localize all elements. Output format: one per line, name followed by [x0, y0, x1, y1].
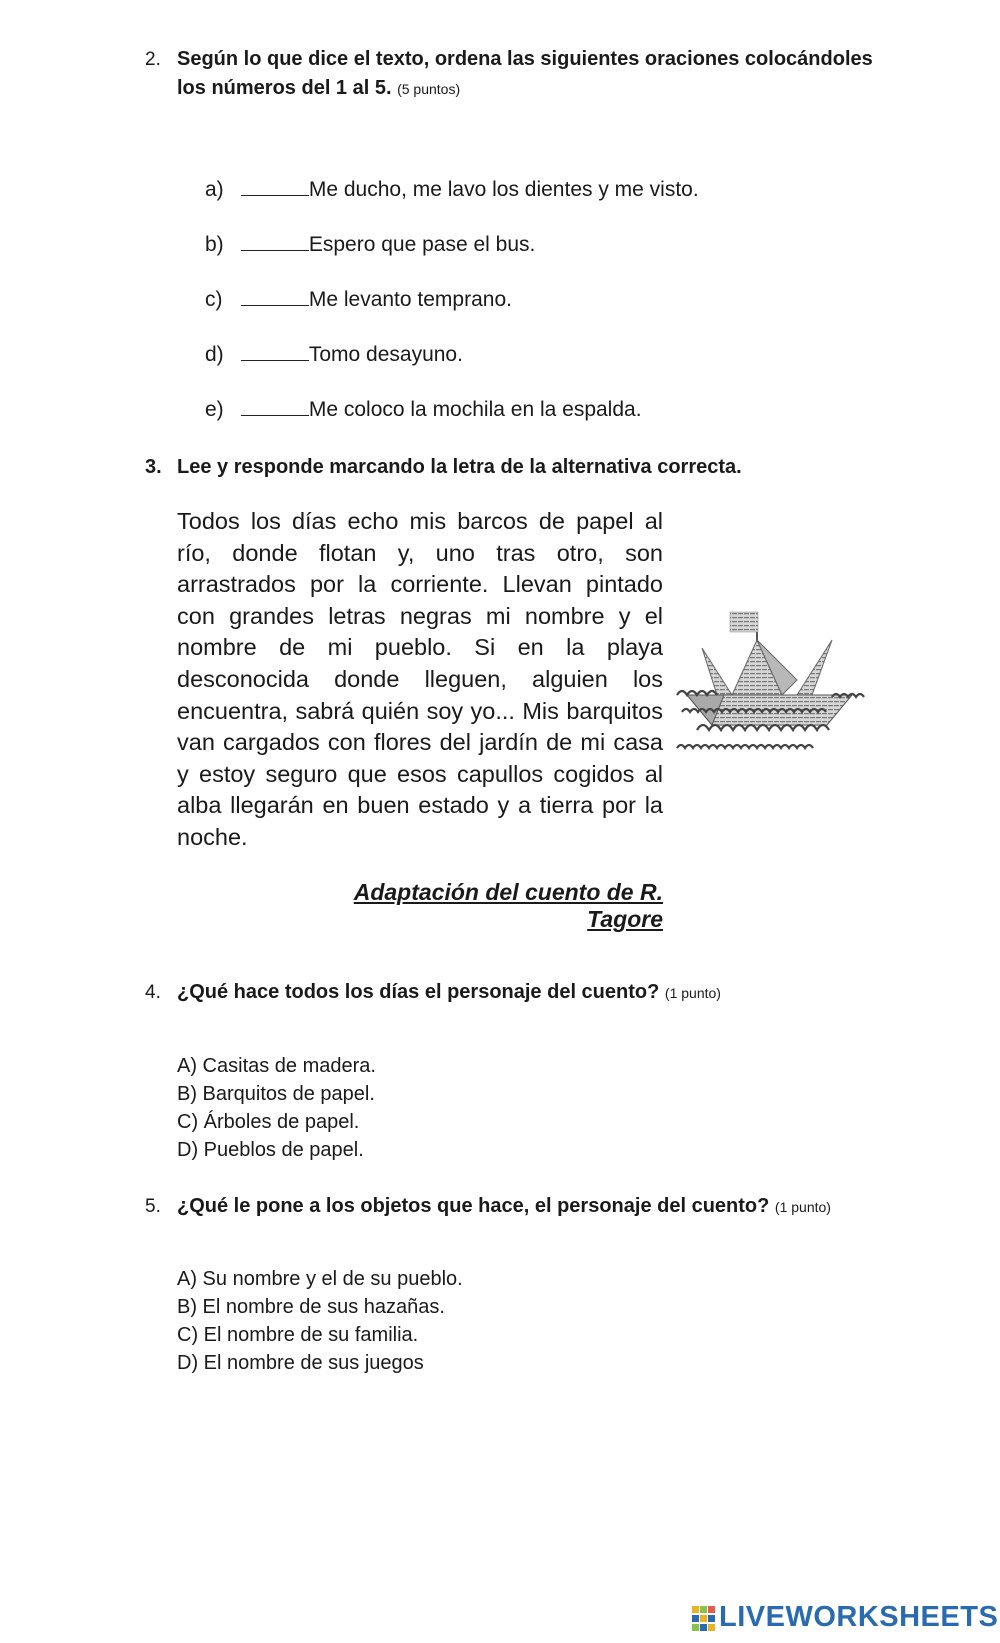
- q2-points: (5 puntos): [397, 81, 461, 97]
- q5-option-a[interactable]: A) Su nombre y el de su pueblo.: [177, 1268, 463, 1290]
- order-item-d: [205, 342, 463, 367]
- q5-points: (1 punto): [774, 1199, 831, 1215]
- q5-option-d[interactable]: D) El nombre de sus juegos: [177, 1352, 424, 1374]
- q2-prompt-line2: los números del 1 al 5.: [177, 77, 392, 99]
- q5-prompt: ¿Qué le pone a los objetos que hace, el personaje del cuento?: [177, 1195, 770, 1217]
- q4-prompt-row: [177, 978, 721, 1008]
- q2-prompt-line1: Según lo que dice el texto, ordena las siguientes oraciones colocándoles: [177, 48, 873, 70]
- q5-option-c[interactable]: C) El nombre de su familia.: [177, 1324, 419, 1346]
- q4-options: [177, 1052, 376, 1164]
- q4-number: 4.: [145, 982, 161, 1003]
- q4-option-a[interactable]: A) Casitas de madera.: [177, 1055, 376, 1077]
- paper-boat-icon: [672, 600, 872, 785]
- q2-prompt: [177, 45, 937, 104]
- q2-number: 2.: [145, 49, 161, 70]
- order-letter: e): [205, 398, 224, 421]
- order-item-e: [205, 397, 642, 422]
- answer-blank-c[interactable]: [241, 287, 309, 306]
- q4-prompt: ¿Qué hace todos los días el personaje del cuento?: [177, 981, 660, 1003]
- order-letter: b): [205, 233, 224, 256]
- q5-prompt-row: [177, 1192, 831, 1222]
- answer-blank-e[interactable]: [241, 397, 309, 416]
- paper-boat-illustration: [672, 600, 872, 785]
- q3-prompt: Lee y responde marcando la letra de la alternativa correcta.: [177, 456, 742, 478]
- q4-option-d[interactable]: D) Pueblos de papel.: [177, 1139, 364, 1161]
- order-letter: c): [205, 288, 223, 311]
- order-text: Me levanto temprano.: [308, 288, 512, 311]
- order-item-c: [205, 287, 512, 312]
- answer-blank-d[interactable]: [241, 342, 309, 361]
- q5-number: 5.: [145, 1196, 161, 1217]
- order-text: Tomo desayuno.: [308, 343, 463, 366]
- order-letter: a): [205, 178, 224, 201]
- q4-option-b[interactable]: B) Barquitos de papel.: [177, 1083, 375, 1105]
- brand-name: LIVEWORKSHEETS: [719, 1601, 999, 1633]
- q5-options: [177, 1265, 463, 1377]
- q4-option-c[interactable]: C) Árboles de papel.: [177, 1111, 360, 1133]
- q3-number: 3.: [145, 456, 162, 478]
- liveworksheets-logo-icon: [692, 1606, 716, 1632]
- order-text: Me coloco la mochila en la espalda.: [308, 398, 642, 421]
- order-letter: d): [205, 343, 224, 366]
- story-text: Todos los días echo mis barcos de papel al río, donde flotan y, uno tras otro, son arrastrados por la corriente. Llevan pintado con grandes letras negras mi nombre y el nombre de mi pueblo. Si en la playa desconocida donde lleguen, alguien los encuentra, sabrá quién soy yo... Mis barquitos van cargados con flores del jardín de mi casa y estoy seguro que esos capullos cogidos al alba llegarán en buen estado y a tierra por la noche.: [177, 508, 663, 850]
- answer-blank-a[interactable]: [241, 177, 309, 196]
- order-text: Espero que pase el bus.: [308, 233, 536, 256]
- order-item-a: [205, 177, 699, 202]
- answer-blank-b[interactable]: [241, 232, 309, 251]
- story-source: Adaptación del cuento de R. Tagore: [353, 879, 663, 932]
- q5-option-b[interactable]: B) El nombre de sus hazañas.: [177, 1296, 445, 1318]
- liveworksheets-footer[interactable]: [692, 1600, 999, 1638]
- order-item-b: [205, 232, 535, 257]
- q4-points: (1 punto): [664, 985, 721, 1001]
- order-text: Me ducho, me lavo los dientes y me visto.: [308, 178, 699, 201]
